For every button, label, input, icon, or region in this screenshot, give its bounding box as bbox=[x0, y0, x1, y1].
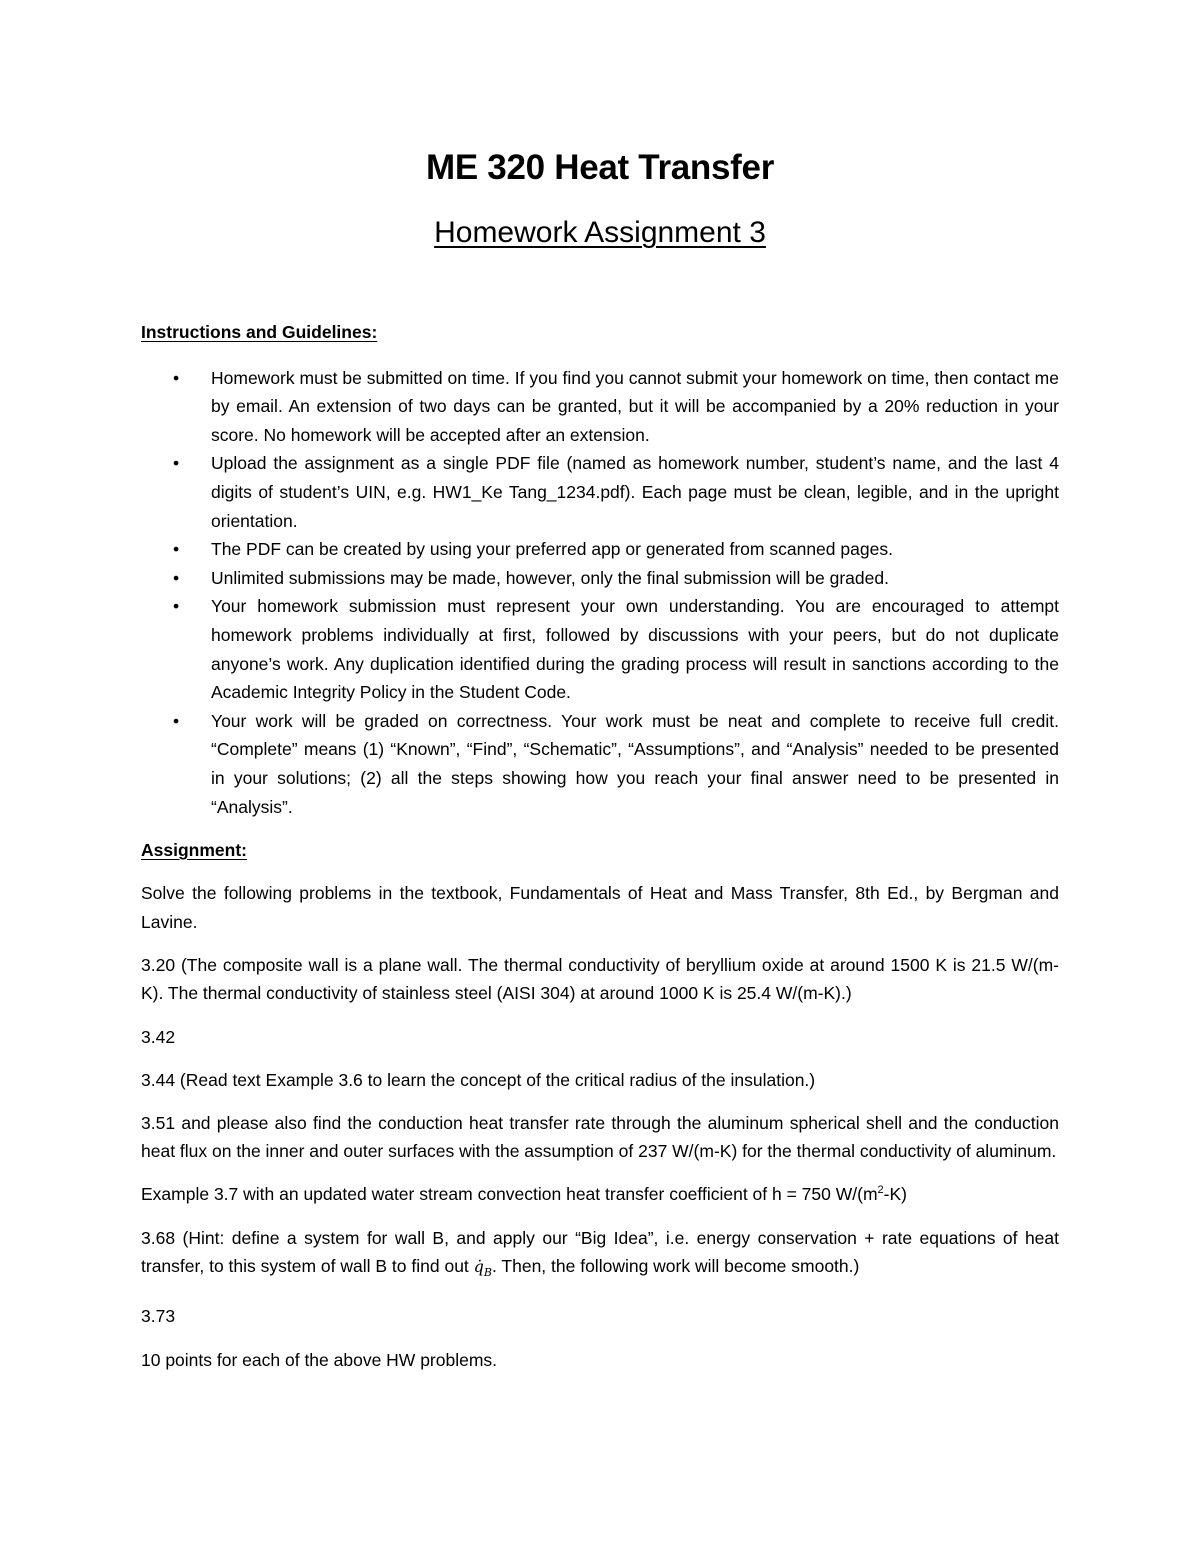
guideline-text: The PDF can be created by using your preferred app or generated from scanned pages. bbox=[211, 539, 893, 560]
problem-3-68 bbox=[141, 1224, 1059, 1288]
problem-3-20: 3.20 (The composite wall is a plane wall. The thermal conductivity of beryllium oxide at around 1500 K is 21.5 W/(m-K). The thermal conductivity of stainless steel (AISI 304) at around 1000 K is 25.4 W/(m-K).) bbox=[141, 954, 1059, 1004]
example-3-7-text-end: -K) bbox=[883, 1184, 907, 1205]
guideline-text: Upload the assignment as a single PDF file (named as homework number, student’s name, and the last 4 digits of student’s UIN, e.g. HW1_Ke Tang_1234.pdf). Each page must be clean, legible, and in the upright orientation. bbox=[211, 453, 1059, 531]
guidelines-list bbox=[141, 364, 1059, 822]
assignment-heading: Assignment: bbox=[141, 840, 247, 861]
problem-3-68-text-end: . Then, the following work will become smooth.) bbox=[492, 1256, 860, 1277]
instructions-heading: Instructions and Guidelines: bbox=[141, 322, 378, 342]
superscript-2: 2 bbox=[877, 1184, 884, 1197]
assignment-intro: Solve the following problems in the textbook, Fundamentals of Heat and Mass Transfer, 8th Ed., by Bergman and Lavine. bbox=[141, 883, 1059, 932]
guideline-text: Unlimited submissions may be made, however, only the final submission will be graded. bbox=[211, 567, 889, 588]
q-dot: q̇ bbox=[473, 1257, 484, 1277]
example-3-7-text: Example 3.7 with an updated water stream convection heat transfer coefficient of h = 750 W/(m bbox=[141, 1184, 878, 1205]
problem-3-42: 3.42 bbox=[141, 1026, 176, 1047]
page-title: ME 320 Heat Transfer bbox=[425, 148, 775, 187]
subscript-b: B bbox=[483, 1266, 492, 1280]
points-note: 10 points for each of the above HW problems. bbox=[141, 1349, 498, 1370]
bullet-icon: • bbox=[173, 539, 180, 560]
problem-example-3-7 bbox=[141, 1180, 1059, 1209]
bullet-icon: • bbox=[173, 367, 180, 388]
subtitle-text: Homework Assignment 3 bbox=[434, 216, 766, 249]
list-item bbox=[141, 564, 1059, 593]
guideline-text: Your homework submission must represent your own understanding. You are encouraged to attempt homework problems individually at first, followed by discussions with your peers, but do not duplicate anyone’s work. Any duplication identified during the grading process will result in sanctions according to the Academic Integrity Policy in the Student Code. bbox=[211, 596, 1059, 703]
list-item bbox=[141, 449, 1059, 535]
document-body bbox=[141, 318, 1059, 1389]
problem-3-73: 3.73 bbox=[141, 1306, 176, 1327]
bullet-icon: • bbox=[173, 453, 180, 474]
guideline-text: Homework must be submitted on time. If you find you cannot submit your homework on time, then contact me by email. An extension of two days can be granted, but it will be accompanied by a 20% reduction in your score. No homework will be accepted after an extension. bbox=[211, 367, 1059, 445]
list-item bbox=[141, 364, 1059, 450]
problem-3-44: 3.44 (Read text Example 3.6 to learn the concept of the critical radius of the insulation.) bbox=[141, 1069, 816, 1090]
list-item bbox=[141, 592, 1059, 706]
list-item bbox=[141, 535, 1059, 564]
page-subtitle bbox=[0, 213, 1200, 253]
bullet-icon: • bbox=[173, 596, 180, 617]
bullet-icon: • bbox=[173, 710, 180, 731]
problem-3-68-text: 3.68 (Hint: define a system for wall B, and apply our “Big Idea”, i.e. energy conservation + rate equations of heat transfer, to this system of wall B to find out bbox=[141, 1227, 1059, 1277]
problem-3-51: 3.51 and please also find the conduction heat transfer rate through the aluminum spherical shell and the conduction heat flux on the inner and outer surfaces with the assumption of 237 W/(m-K) for the thermal conductivity of aluminum. bbox=[141, 1112, 1059, 1162]
guideline-text: Your work will be graded on correctness. Your work must be neat and complete to receive full credit. “Complete” means (1) “Known”, “Find”, “Schematic”, “Assumptions”, and “Analysis” needed to be presented in your solutions; (2) all the steps showing how you reach your final answer need to be presented in “Analysis”. bbox=[211, 710, 1059, 817]
bullet-icon: • bbox=[173, 567, 180, 588]
list-item bbox=[141, 707, 1059, 821]
q-dot-b-symbol bbox=[473, 1257, 492, 1280]
